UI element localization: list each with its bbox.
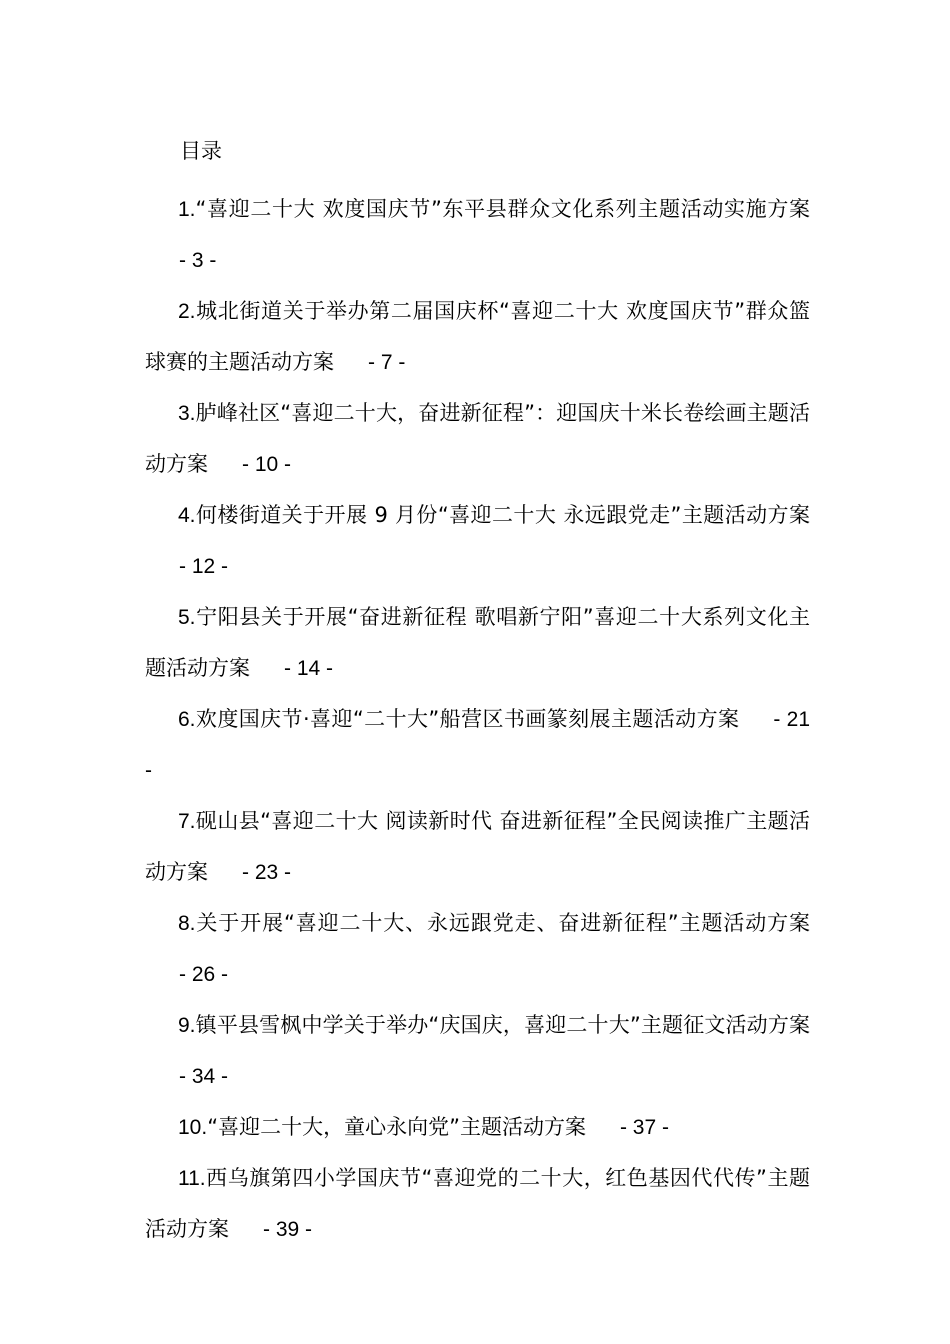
toc-entry-page: - 23 - [242, 861, 292, 884]
toc-entry-page: - 39 - [263, 1218, 313, 1241]
toc-entry-page: - 7 - [368, 351, 406, 374]
toc-entry-page: - 12 - [179, 555, 229, 578]
toc-entry[interactable] [145, 1000, 810, 1102]
toc-entry[interactable] [145, 286, 810, 388]
toc-entry-number: 2. [178, 300, 196, 323]
toc-entry-number: 1. [178, 198, 196, 221]
toc-entry-title: 何楼街道关于开展 9 月份“喜迎二十大 永远跟党走”主题活动方案 [195, 503, 810, 527]
toc-entry-title: 宁阳县关于开展“奋进新征程 歌唱新宁阳”喜迎二十大系列文化主题活动方案 [145, 605, 810, 680]
toc-entry-title: 城北街道关于举办第二届国庆杯“喜迎二十大 欢度国庆节”群众篮球赛的主题活动方案 [145, 299, 810, 374]
toc-entry[interactable] [145, 694, 810, 796]
toc-list [145, 184, 810, 1255]
toc-entry-number: 9. [178, 1014, 196, 1037]
toc-entry-title: 胪峰社区“喜迎二十大，奋进新征程”：迎国庆十米长卷绘画主题活动方案 [145, 401, 810, 476]
toc-entry-title: 关于开展“喜迎二十大、永远跟党走、奋进新征程”主题活动方案 [195, 911, 810, 935]
toc-entry-title: 砚山县“喜迎二十大 阅读新时代 奋进新征程”全民阅读推广主题活动方案 [145, 809, 810, 884]
toc-entry-number: 6. [178, 708, 196, 731]
toc-entry-number: 8. [178, 912, 196, 935]
toc-entry-page: - 34 - [179, 1065, 229, 1088]
toc-entry-number: 3. [178, 402, 196, 425]
toc-entry-page: - 37 - [619, 1116, 669, 1139]
toc-entry[interactable] [145, 796, 810, 898]
toc-entry-title: 西乌旗第四小学国庆节“喜迎党的二十大，红色基因代代传”主题活动方案 [145, 1166, 810, 1241]
toc-entry-number: 10. [178, 1116, 208, 1139]
toc-entry-page: - 21 - [145, 708, 811, 782]
toc-entry[interactable] [145, 184, 810, 286]
toc-entry[interactable] [145, 1102, 810, 1153]
toc-entry-title: “喜迎二十大 欢度国庆节”东平县群众文化系列主题活动实施方案 [195, 197, 810, 221]
toc-entry-title: 镇平县雪枫中学关于举办“庆国庆，喜迎二十大”主题征文活动方案 [195, 1013, 810, 1037]
toc-entry-title: 欢度国庆节·喜迎“二十大”船营区书画篆刻展主题活动方案 [195, 707, 740, 731]
toc-entry-page: - 10 - [242, 453, 292, 476]
toc-entry-page: - 3 - [179, 249, 217, 272]
toc-entry-page: - 26 - [179, 963, 229, 986]
toc-entry-page: - 14 - [284, 657, 334, 680]
toc-entry-number: 7. [178, 810, 196, 833]
toc-entry[interactable] [145, 898, 810, 1000]
toc-entry[interactable] [145, 1153, 810, 1255]
toc-heading: 目录 [180, 139, 222, 163]
toc-entry-number: 4. [178, 504, 196, 527]
toc-entry[interactable] [145, 490, 810, 592]
toc-entry-number: 5. [178, 606, 196, 629]
toc-entry-number: 11. [178, 1167, 206, 1190]
toc-entry-title: “喜迎二十大，童心永向党”主题活动方案 [207, 1115, 586, 1139]
toc-entry[interactable] [145, 388, 810, 490]
toc-entry[interactable] [145, 592, 810, 694]
